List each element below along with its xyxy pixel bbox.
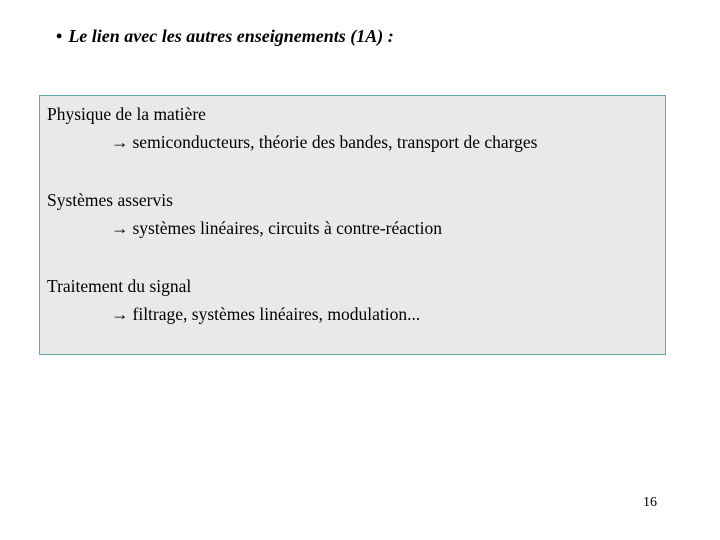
slide-heading (56, 26, 394, 47)
right-arrow-icon: → (111, 304, 129, 324)
related-courses-box (39, 95, 666, 355)
page-number: 16 (643, 495, 657, 510)
course-detail-text: systèmes linéaires, circuits à contre-réaction (132, 218, 443, 238)
course-detail (111, 131, 537, 153)
course-detail (111, 303, 420, 325)
right-arrow-icon: → (111, 218, 129, 238)
course-title: Traitement du signal (47, 276, 192, 296)
bullet-icon: • (56, 26, 63, 46)
course-title: Systèmes asservis (47, 190, 173, 210)
course-detail-text: filtrage, systèmes linéaires, modulation... (132, 304, 421, 324)
course-detail (111, 217, 442, 239)
right-arrow-icon: → (111, 132, 129, 152)
heading-text: Le lien avec les autres enseignements (1A) : (68, 26, 394, 46)
course-section-asservis (47, 189, 442, 239)
course-section-physique (47, 103, 537, 153)
course-title: Physique de la matière (47, 104, 206, 124)
course-section-signal (47, 275, 420, 325)
course-detail-text: semiconducteurs, théorie des bandes, transport de charges (132, 132, 538, 152)
